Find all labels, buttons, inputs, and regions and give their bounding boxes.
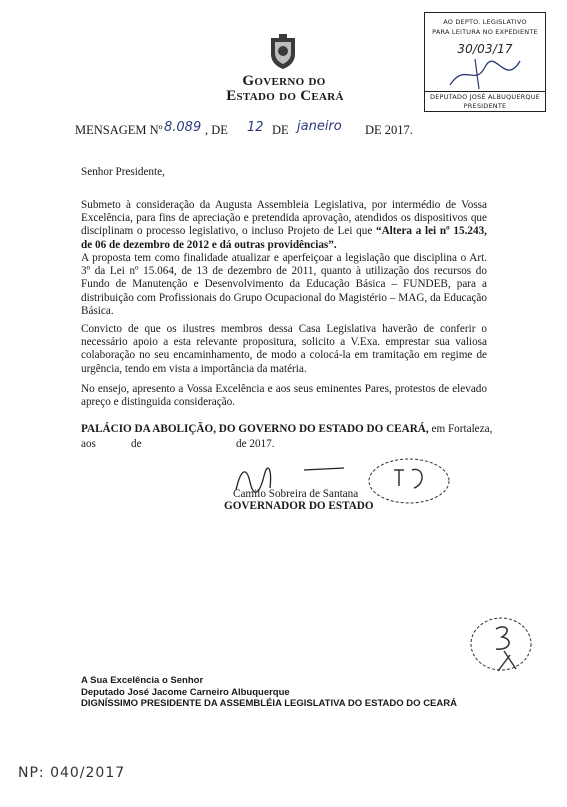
closing-line: [81, 423, 491, 435]
state-crest-icon: [268, 34, 298, 70]
closing-de: de: [131, 438, 142, 450]
paragraph-1-text: Submeto à consideração da Augusta Assembleia Legislativa, por intermédio de Vossa Excelência, para fins de apreciação e pretendida aprovação, atendidos os dispositivos que disciplinam o processo legislativo, o incluso Projeto de Lei que: [81, 199, 487, 238]
salutation: Senhor Presidente,: [81, 166, 165, 178]
palace-name: PALÁCIO DA ABOLIÇÃO, DO GOVERNO DO ESTADO DO CEARÁ,: [81, 423, 429, 435]
paragraph-3: Convicto de que os ilustres membros dessa Casa Legislativa haverão de conferir o necessário apoio a esta relevante propositura, solicito a V.Exa. emprestar sua valiosa colaboração no seu encaminhamento, de modo a colocá-la em tramitação em regime de urgência, tendo em vista a importância da matéria.: [81, 323, 487, 375]
stamp-line-1: AO DEPTO. LEGISLATIVO: [443, 18, 527, 26]
paragraph-1: [81, 199, 487, 252]
footer-protocol-number: NP: 040/2017: [18, 765, 126, 781]
message-label: MENSAGEM Nº: [75, 123, 163, 137]
stamp-divider: [425, 91, 545, 92]
paragraph-2: A proposta tem como finalidade atualizar e aperfeiçoar a legislação que disciplina o Art. 3º da Lei nº 15.064, de 13 de dezembro de 2011, quanto à utilização dos recursos do Fundo de Manutenção e Desenvolvimento da Educação Básica – FUNDEB, para a distribuição com Profissionais do Grupo Ocupacional do Magistério – MAG, da Educação Básica.: [81, 252, 487, 317]
recipient-line-2: Deputado José Jacome Carneiro Albuquerque: [81, 687, 290, 698]
recipient-line-3: DIGNÍSSIMO PRESIDENTE DA ASSEMBLÉIA LEGISLATIVA DO ESTADO DO CEARÁ: [81, 698, 457, 709]
paragraph-4: No ensejo, apresento a Vossa Excelência e aos seus eminentes Pares, protestos de elevado apreço e distinguida consideração.: [81, 383, 487, 409]
stamp-signature-scribble: [445, 57, 525, 91]
page-number-stamp-icon: [468, 615, 534, 673]
closing-year: de 2017.: [236, 438, 275, 450]
protocol-stamp: [424, 12, 546, 112]
closing-aos: aos: [81, 438, 96, 450]
message-day: 12: [247, 120, 264, 135]
government-title-line-1: Governo do: [242, 73, 326, 89]
stamp-line-3: DEPUTADO JOSÉ ALBUQUERQUE: [430, 93, 540, 101]
government-title-line-2: Estado do Ceará: [226, 88, 344, 104]
closing-city: em Fortaleza,: [428, 423, 493, 435]
bill-title: “Altera a lei nº 15.243, de 06 de dezembro de 2012 e dá outras providências”.: [81, 225, 487, 251]
received-stamp-icon: [364, 456, 454, 506]
message-number: 8.089: [164, 120, 202, 135]
message-year: DE 2017.: [365, 123, 413, 137]
governor-name: Camilo Sobreira de Santana: [233, 488, 359, 500]
message-de-1: , DE: [205, 123, 228, 137]
recipient-line-1: A Sua Excelência o Senhor: [81, 675, 204, 686]
stamp-line-2: PARA LEITURA NO EXPEDIENTE: [432, 28, 538, 36]
stamp-date: 30/03/17: [457, 42, 513, 56]
message-de-2: DE: [272, 123, 289, 137]
stamp-line-4: PRESIDENTE: [463, 102, 507, 110]
message-month: janeiro: [297, 119, 342, 134]
governor-title: GOVERNADOR DO ESTADO: [224, 500, 374, 512]
